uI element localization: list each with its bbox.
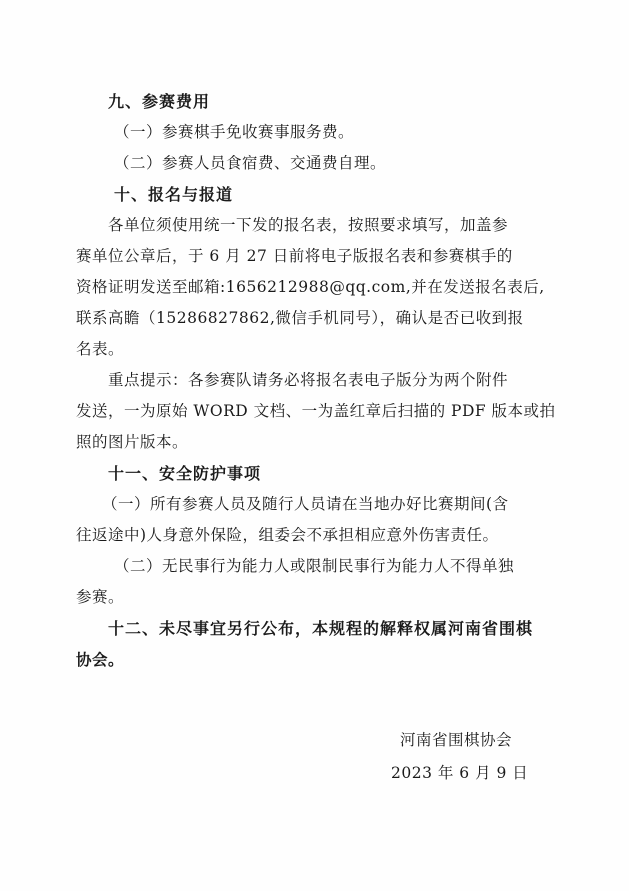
closing-statement bbox=[76, 613, 538, 676]
registration-line-4: 联系高瞻（15286827862,微信手机同号），确认是否已收到报 bbox=[76, 309, 524, 327]
registration-paragraph bbox=[76, 210, 545, 365]
safety-item-1-line-2: 往返途中)人身意外保险，组委会不承担相应意外伤害责任。 bbox=[76, 526, 499, 544]
signature-date: 2023 年 6 月 9 日 bbox=[391, 764, 529, 782]
safety-item-2-line-1: （二）无民事行为能力人或限制民事行为能力人不得单独 bbox=[114, 557, 515, 575]
document-body bbox=[76, 86, 556, 676]
key-notice-line-3: 照的图片版本。 bbox=[76, 433, 189, 451]
fees-item-1: （一）参赛棋手免收赛事服务费。 bbox=[114, 123, 355, 141]
fees-item-2: （二）参赛人员食宿费、交通费自理。 bbox=[114, 154, 387, 172]
safety-item-2-line-2: 参赛。 bbox=[76, 588, 125, 606]
safety-item-1-line-1: （一）所有参赛人员及随行人员请在当地办好比赛期间(含 bbox=[102, 495, 509, 513]
registration-line-5: 名表。 bbox=[76, 340, 125, 358]
key-notice-line-2: 发送，一为原始 WORD 文档、一为盖红章后扫描的 PDF 版本或拍 bbox=[76, 402, 556, 420]
safety-item-1 bbox=[76, 489, 538, 551]
section-heading-registration: 十、报名与报道 bbox=[114, 185, 234, 204]
closing-line-1: 十二、未尽事宜另行公布，本规程的解释权属河南省围棋 bbox=[108, 619, 534, 638]
key-notice-paragraph bbox=[76, 365, 556, 458]
registration-line-1: 各单位须使用统一下发的报名表，按照要求填写，加盖参 bbox=[108, 216, 509, 234]
registration-line-3: 资格证明发送至邮箱:1656212988@qq.com,并在发送报名表后, bbox=[76, 278, 545, 296]
section-heading-safety: 十一、安全防护事项 bbox=[108, 464, 262, 483]
closing-line-2: 协会。 bbox=[76, 651, 125, 669]
safety-item-2 bbox=[76, 551, 538, 613]
registration-line-2: 赛单位公章后，于 6 月 27 日前将电子版报名表和参赛棋手的 bbox=[76, 247, 513, 265]
key-notice-line-1: 重点提示：各参赛队请务必将报名表电子版分为两个附件 bbox=[108, 371, 509, 389]
signature-organization: 河南省围棋协会 bbox=[400, 731, 513, 749]
section-heading-fees: 九、参赛费用 bbox=[108, 92, 211, 111]
signature-block bbox=[391, 724, 540, 790]
